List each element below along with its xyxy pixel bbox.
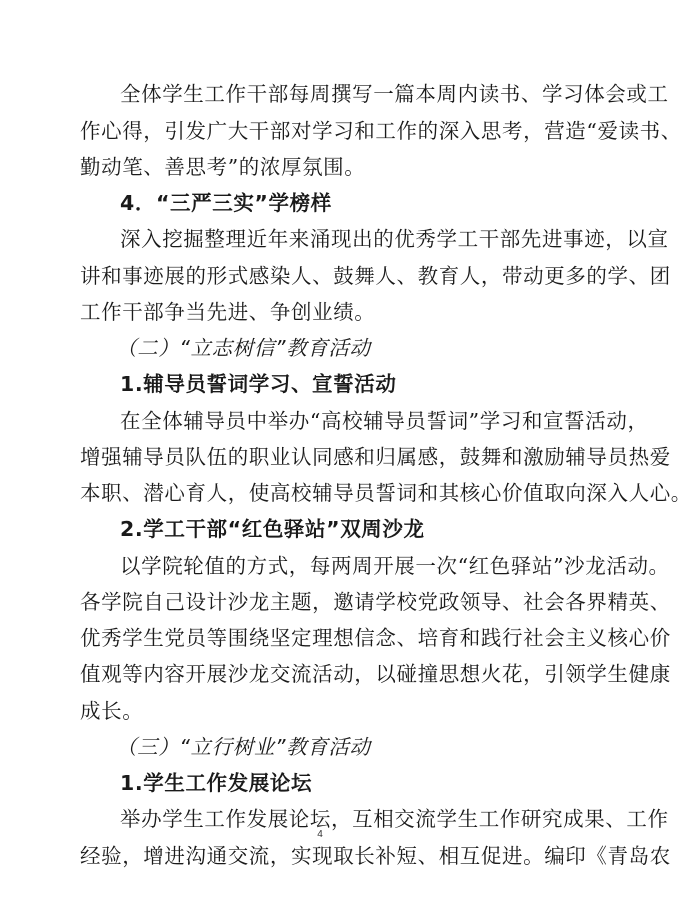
paragraph-line: 经验，增进沟通交流，实现取长补短、相互促进。编印《青岛农 [80,844,671,868]
paragraph-line: 勤动笔、善思考”的浓厚氛围。 [80,155,366,179]
section-heading: （二）“立志树信”教育活动 [116,336,371,360]
paragraph-line: 本职、潜心育人，使高校辅导员誓词和其核心价值取向深入人心。 [80,481,692,505]
paragraph-line: 在全体辅导员中举办“高校辅导员誓词”学习和宣誓活动， [120,409,649,433]
paragraph-line: 增强辅导员队伍的职业认同感和归属感，鼓舞和激励辅导员热爱 [80,445,671,469]
paragraph-line: 全体学生工作干部每周撰写一篇本周内读书、学习体会或工 [120,82,669,106]
paragraph-line: 各学院自己设计沙龙主题，邀请学校党政领导、社会各界精英、 [80,590,671,614]
paragraph-line: 值观等内容开展沙龙交流活动，以碰撞思想火花，引领学生健康 [80,662,671,686]
section-heading: （三）“立行树业”教育活动 [116,735,371,759]
paragraph-line: 作心得，引发广大干部对学习和工作的深入思考，营造“爱读书、 [80,119,682,143]
paragraph-line: 深入挖掘整理近年来涌现出的优秀学工干部先进事迹，以宣 [120,227,669,251]
subsection-heading: 1.学生工作发展论坛 [120,771,313,795]
paragraph-line: 以学院轮值的方式，每两周开展一次“红色驿站”沙龙活动。 [120,554,670,578]
paragraph-line: 举办学生工作发展论坛，互相交流学生工作研究成果、工作 [120,807,669,831]
paragraph-line: 优秀学生党员等围绕坚定理想信念、培育和践行社会主义核心价 [80,626,671,650]
paragraph-line: 工作干部争当先进、争创业绩。 [80,300,376,324]
subsection-heading: 1.辅导员誓词学习、宣誓活动 [120,372,397,396]
subsection-heading: 2.学工干部“红色驿站”双周沙龙 [120,517,425,541]
subsection-heading: 4．“三严三实”学榜样 [120,191,332,215]
paragraph-line: 成长。 [80,699,144,723]
paragraph-line: 讲和事迹展的形式感染人、鼓舞人、教育人，带动更多的学、团 [80,264,671,288]
page-number: 4 [317,829,323,840]
